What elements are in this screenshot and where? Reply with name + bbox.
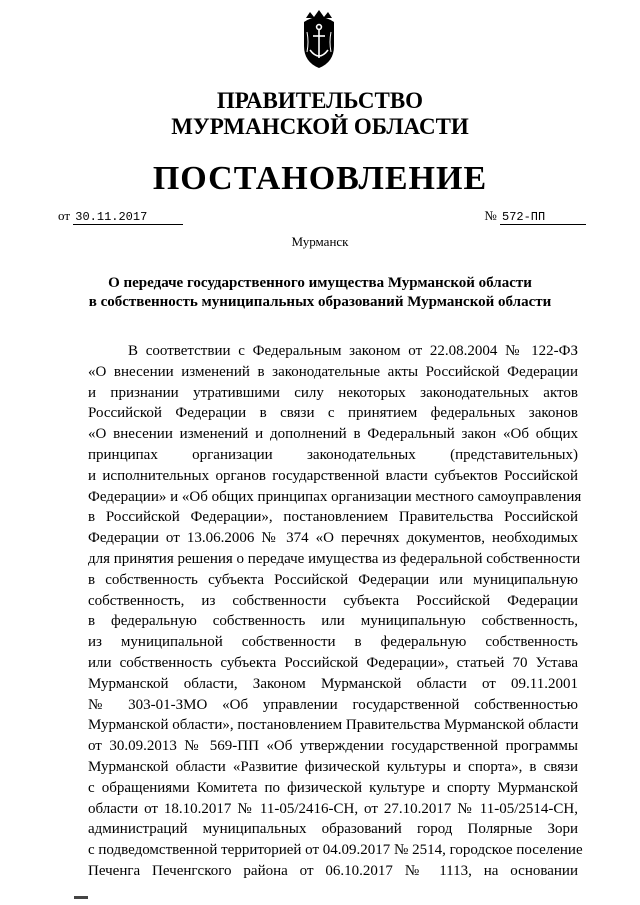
document-date [58,208,183,225]
body-line: и признании утратившими силу некоторых законодательных актов [88,384,578,401]
document-number [484,208,586,225]
date-number-row [58,208,598,232]
body-line: Мурманской области», постановлением Правительства Мурманской области [88,717,579,734]
body-line: администраций муниципальных образований город Полярные Зори [88,821,578,838]
body-line: № 303-01-ЗМО «Об управлении государственной собственностью [88,696,578,713]
body-line: Российской Федерации в связи с принятием федеральных законов [88,405,578,422]
body-line: В соответствии с Федеральным законом от 22.08.2004 № 122-ФЗ [128,343,578,359]
subject-line-1: О передаче государственного имущества Мурманской области [108,275,532,291]
body-line: принципах организации законодательных (представительных) [88,446,578,463]
coat-of-arms-icon [296,8,342,70]
body-line: Мурманской области «Развитие физической культуры и спорта», в связи [88,758,578,775]
body-line: Федерации» и «Об общих принципах организации местного самоуправления [88,488,582,505]
number-value: 572-ПП [500,210,586,225]
gov-line-1: ПРАВИТЕЛЬСТВО [216,88,424,113]
body-line: «О внесении изменений в законодательные акты Российской Федерации [88,363,578,380]
date-prefix: от [58,208,71,223]
document-subject [0,274,640,312]
body-line: от 30.09.2013 № 569-ПП «Об утверждении государственной программы [88,738,578,755]
body-line: или собственность субъекта Российской Федерации», статьей 70 Устава [88,654,578,671]
body-text [88,341,583,882]
body-line: области от 18.10.2017 № 11-05/2416-СН, от 27.10.2017 № 11-05/2514-СН, [88,800,578,817]
city-name: Мурманск [291,234,349,249]
body-line: с подведомственной территорией от 04.09.2017 № 2514, городское поселение [88,842,583,859]
body-line: в федеральную собственность или муниципальную собственность, [88,613,578,630]
document-type-title: ПОСТАНОВЛЕНИЕ [152,160,488,197]
gov-line-2: МУРМАНСКОЙ ОБЛАСТИ [171,114,469,139]
body-line: для принятия решения о передаче имущества из федеральной собственности [88,550,581,567]
body-line: Мурманской области, Законом Мурманской области от 09.11.2001 [88,675,578,692]
body-line: Печенга Печенгского района от 06.10.2017 № 1113, на основании [88,862,578,879]
body-line: в собственность субъекта Российской Федерации или муниципальную [88,571,578,588]
date-value: 30.11.2017 [73,210,183,225]
body-line: с обращениями Комитета по физической культуре и спорту Мурманской [88,779,578,796]
body-line: и исполнительных органов государственной власти субъектов Российской [88,467,578,484]
subject-line-2: в собственность муниципальных образований Мурманской области [88,294,552,310]
page-edge-mark [74,896,88,899]
body-line: в Российской Федерации», постановлением Правительства Российской [88,509,578,526]
number-prefix: № [484,208,497,223]
government-name [0,88,640,140]
body-line: «О внесении изменений и дополнений в Федеральный закон «Об общих [88,426,578,443]
body-line: собственность, из собственности субъекта Российской Федерации [88,592,578,609]
body-line: Федерации от 13.06.2006 № 374 «О перечнях документов, необходимых [88,530,578,547]
body-line: из муниципальной собственности в федеральную собственность [88,634,578,651]
